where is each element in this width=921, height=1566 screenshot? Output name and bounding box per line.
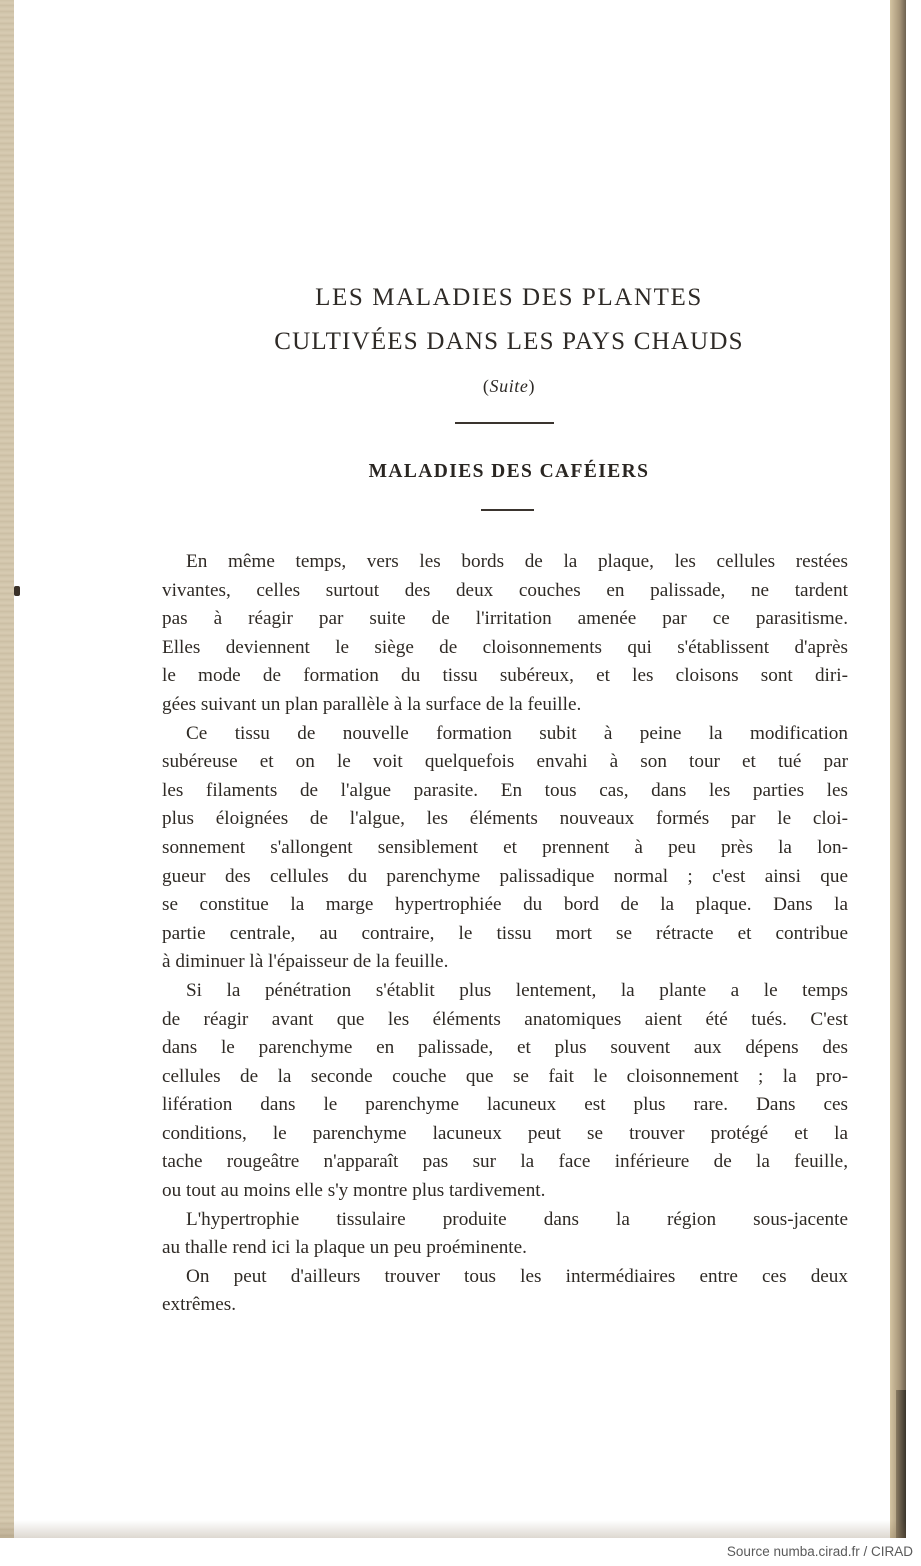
text-line: à diminuer là l'épaisseur de la feuille. (162, 951, 449, 973)
text-line: conditions, le parenchyme lacuneux peut se trouver protégé et la (162, 1122, 848, 1144)
text-line: de réagir avant que les éléments anatomiques aient été tués. C'est (162, 1008, 848, 1030)
title-line-2: CULTIVÉES DANS LES PAYS CHAUDS (274, 328, 744, 355)
text-line: gées suivant un plan parallèle à la surface de la feuille. (162, 693, 582, 715)
subtitle (56, 376, 906, 397)
title-line-1: LES MALADIES DES PLANTES (315, 284, 703, 311)
text-line: partie centrale, au contraire, le tissu mort se rétracte et contribue (162, 922, 848, 944)
page-left-edge (0, 0, 14, 1538)
text-line: En même temps, vers les bords de la plaque, les cellules restées (186, 551, 848, 572)
title-divider (455, 422, 554, 424)
text-line: L'hypertrophie tissulaire produite dans la région sous-jacente (186, 1208, 848, 1230)
text-line: Ce tissu de nouvelle formation subit à peine la modification (186, 722, 848, 744)
section-heading: MALADIES DES CAFÉIERS (368, 461, 650, 482)
text-line: le mode de formation du tissu subéreux, et les cloisons sont diri- (162, 665, 848, 687)
text-line: ou tout au moins elle s'y montre plus tardivement. (162, 1180, 546, 1202)
subtitle-close-paren: ) (528, 376, 536, 396)
text-line: tache rougeâtre n'apparaît pas sur la face inférieure de la feuille, (162, 1151, 848, 1173)
text-line: se constitue la marge hypertrophiée du bord de la plaque. Dans la (162, 894, 848, 916)
text-line: Si la pénétration s'établit plus lentement, la plante a le temps (186, 979, 848, 1001)
text-line: au thalle rend ici la plaque un peu proéminente. (162, 1237, 527, 1259)
text-line: sonnement s'allongent sensiblement et prennent à peu près la lon- (162, 836, 848, 858)
source-credit: Source numba.cirad.fr / CIRAD (726, 1544, 913, 1559)
text-line: dans le parenchyme en palissade, et plus souvent aux dépens des (162, 1037, 848, 1059)
text-line: Elles deviennent le siège de cloisonnements qui s'établissent d'après (162, 636, 848, 658)
margin-ink-mark (14, 586, 20, 596)
subtitle-text: Suite (489, 376, 529, 396)
text-line: pas à réagir par suite de l'irritation amenée par ce parasitisme. (162, 608, 848, 630)
body-text (162, 548, 848, 1320)
section-divider (481, 509, 534, 511)
page-right-edge (890, 0, 906, 1538)
text-line: On peut d'ailleurs trouver tous les intermédiaires entre ces deux (186, 1265, 848, 1287)
text-line: cellules de la seconde couche que se fait le cloisonnement ; la pro- (162, 1065, 848, 1087)
text-line: lifération dans le parenchyme lacuneux est plus rare. Dans ces (162, 1094, 848, 1116)
text-line: extrêmes. (162, 1294, 237, 1316)
text-line: vivantes, celles surtout des deux couches en palissade, ne tardent (162, 579, 848, 601)
text-line: les filaments de l'algue parasite. En tous cas, dans les parties les (162, 779, 848, 801)
text-line: plus éloignées de l'algue, les éléments nouveaux formés par le cloi- (162, 808, 848, 830)
page-bottom-shadow (0, 1520, 906, 1538)
subtitle-open-paren: ( (482, 376, 490, 396)
binding-shadow (896, 1390, 906, 1538)
text-line: gueur des cellules du parenchyme palissadique normal ; c'est ainsi que (162, 865, 848, 887)
text-line: subéreuse et on le voit quelquefois envahi à son tour et tué par (162, 751, 848, 773)
